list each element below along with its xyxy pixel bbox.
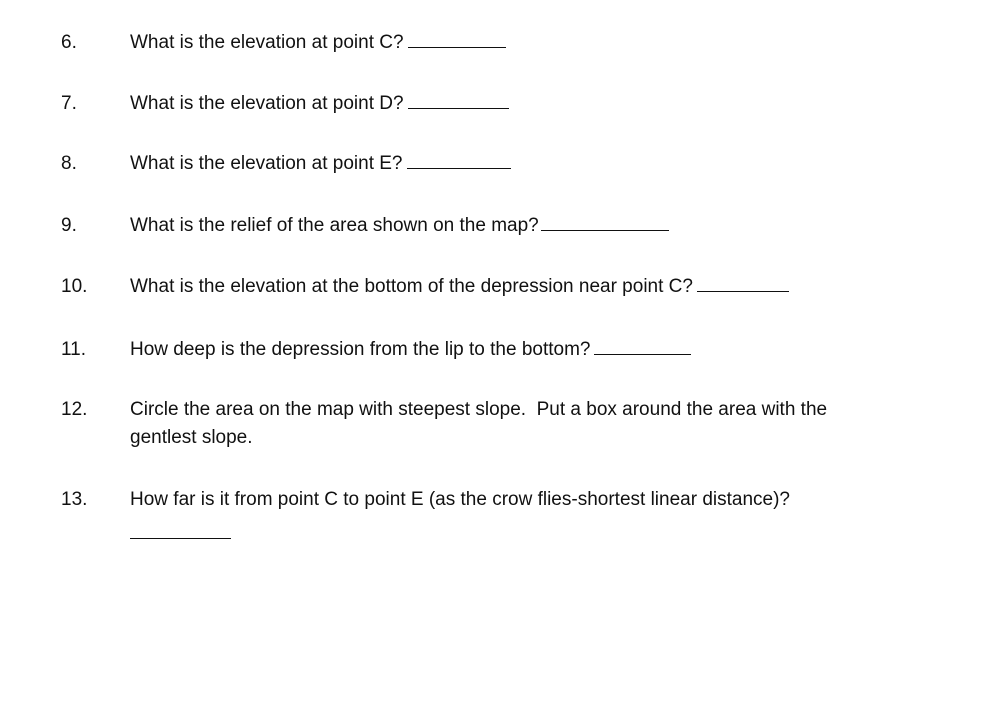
question-number: 11. — [61, 339, 87, 360]
question-number: 10. — [61, 276, 88, 297]
question-text-row — [130, 90, 890, 118]
question-number: 6. — [61, 32, 77, 53]
question-number: 13. — [61, 489, 88, 510]
question-text: How deep is the depression from the lip to the bottom? — [130, 339, 591, 360]
answer-blank[interactable] — [408, 29, 506, 48]
question-text: What is the elevation at point C? — [130, 32, 404, 53]
answer-blank[interactable] — [408, 90, 509, 109]
answer-blank[interactable] — [407, 150, 511, 169]
question-text: Circle the area on the map with steepest slope. Put a box around the area with the gentlest slope. — [130, 399, 833, 448]
question-text-row — [130, 336, 890, 364]
answer-blank[interactable] — [594, 336, 691, 355]
answer-blank[interactable] — [697, 273, 789, 292]
question-text-row — [130, 29, 890, 57]
answer-blank[interactable] — [541, 212, 669, 231]
question-text-row — [130, 150, 890, 178]
question-text: What is the elevation at the bottom of the depression near point C? — [130, 276, 693, 297]
question-text: How far is it from point C to point E (as the crow flies-shortest linear distance)? — [130, 489, 790, 510]
question-text: What is the elevation at point E? — [130, 153, 403, 174]
question-text-row — [130, 212, 890, 240]
question-number: 8. — [61, 153, 77, 174]
question-text: What is the relief of the area shown on the map? — [130, 215, 539, 236]
question-text-row — [130, 273, 890, 301]
question-text: What is the elevation at point D? — [130, 93, 404, 114]
question-number: 9. — [61, 215, 77, 236]
question-number: 12. — [61, 399, 88, 420]
question-number: 7. — [61, 93, 77, 114]
answer-blank[interactable] — [130, 538, 231, 539]
